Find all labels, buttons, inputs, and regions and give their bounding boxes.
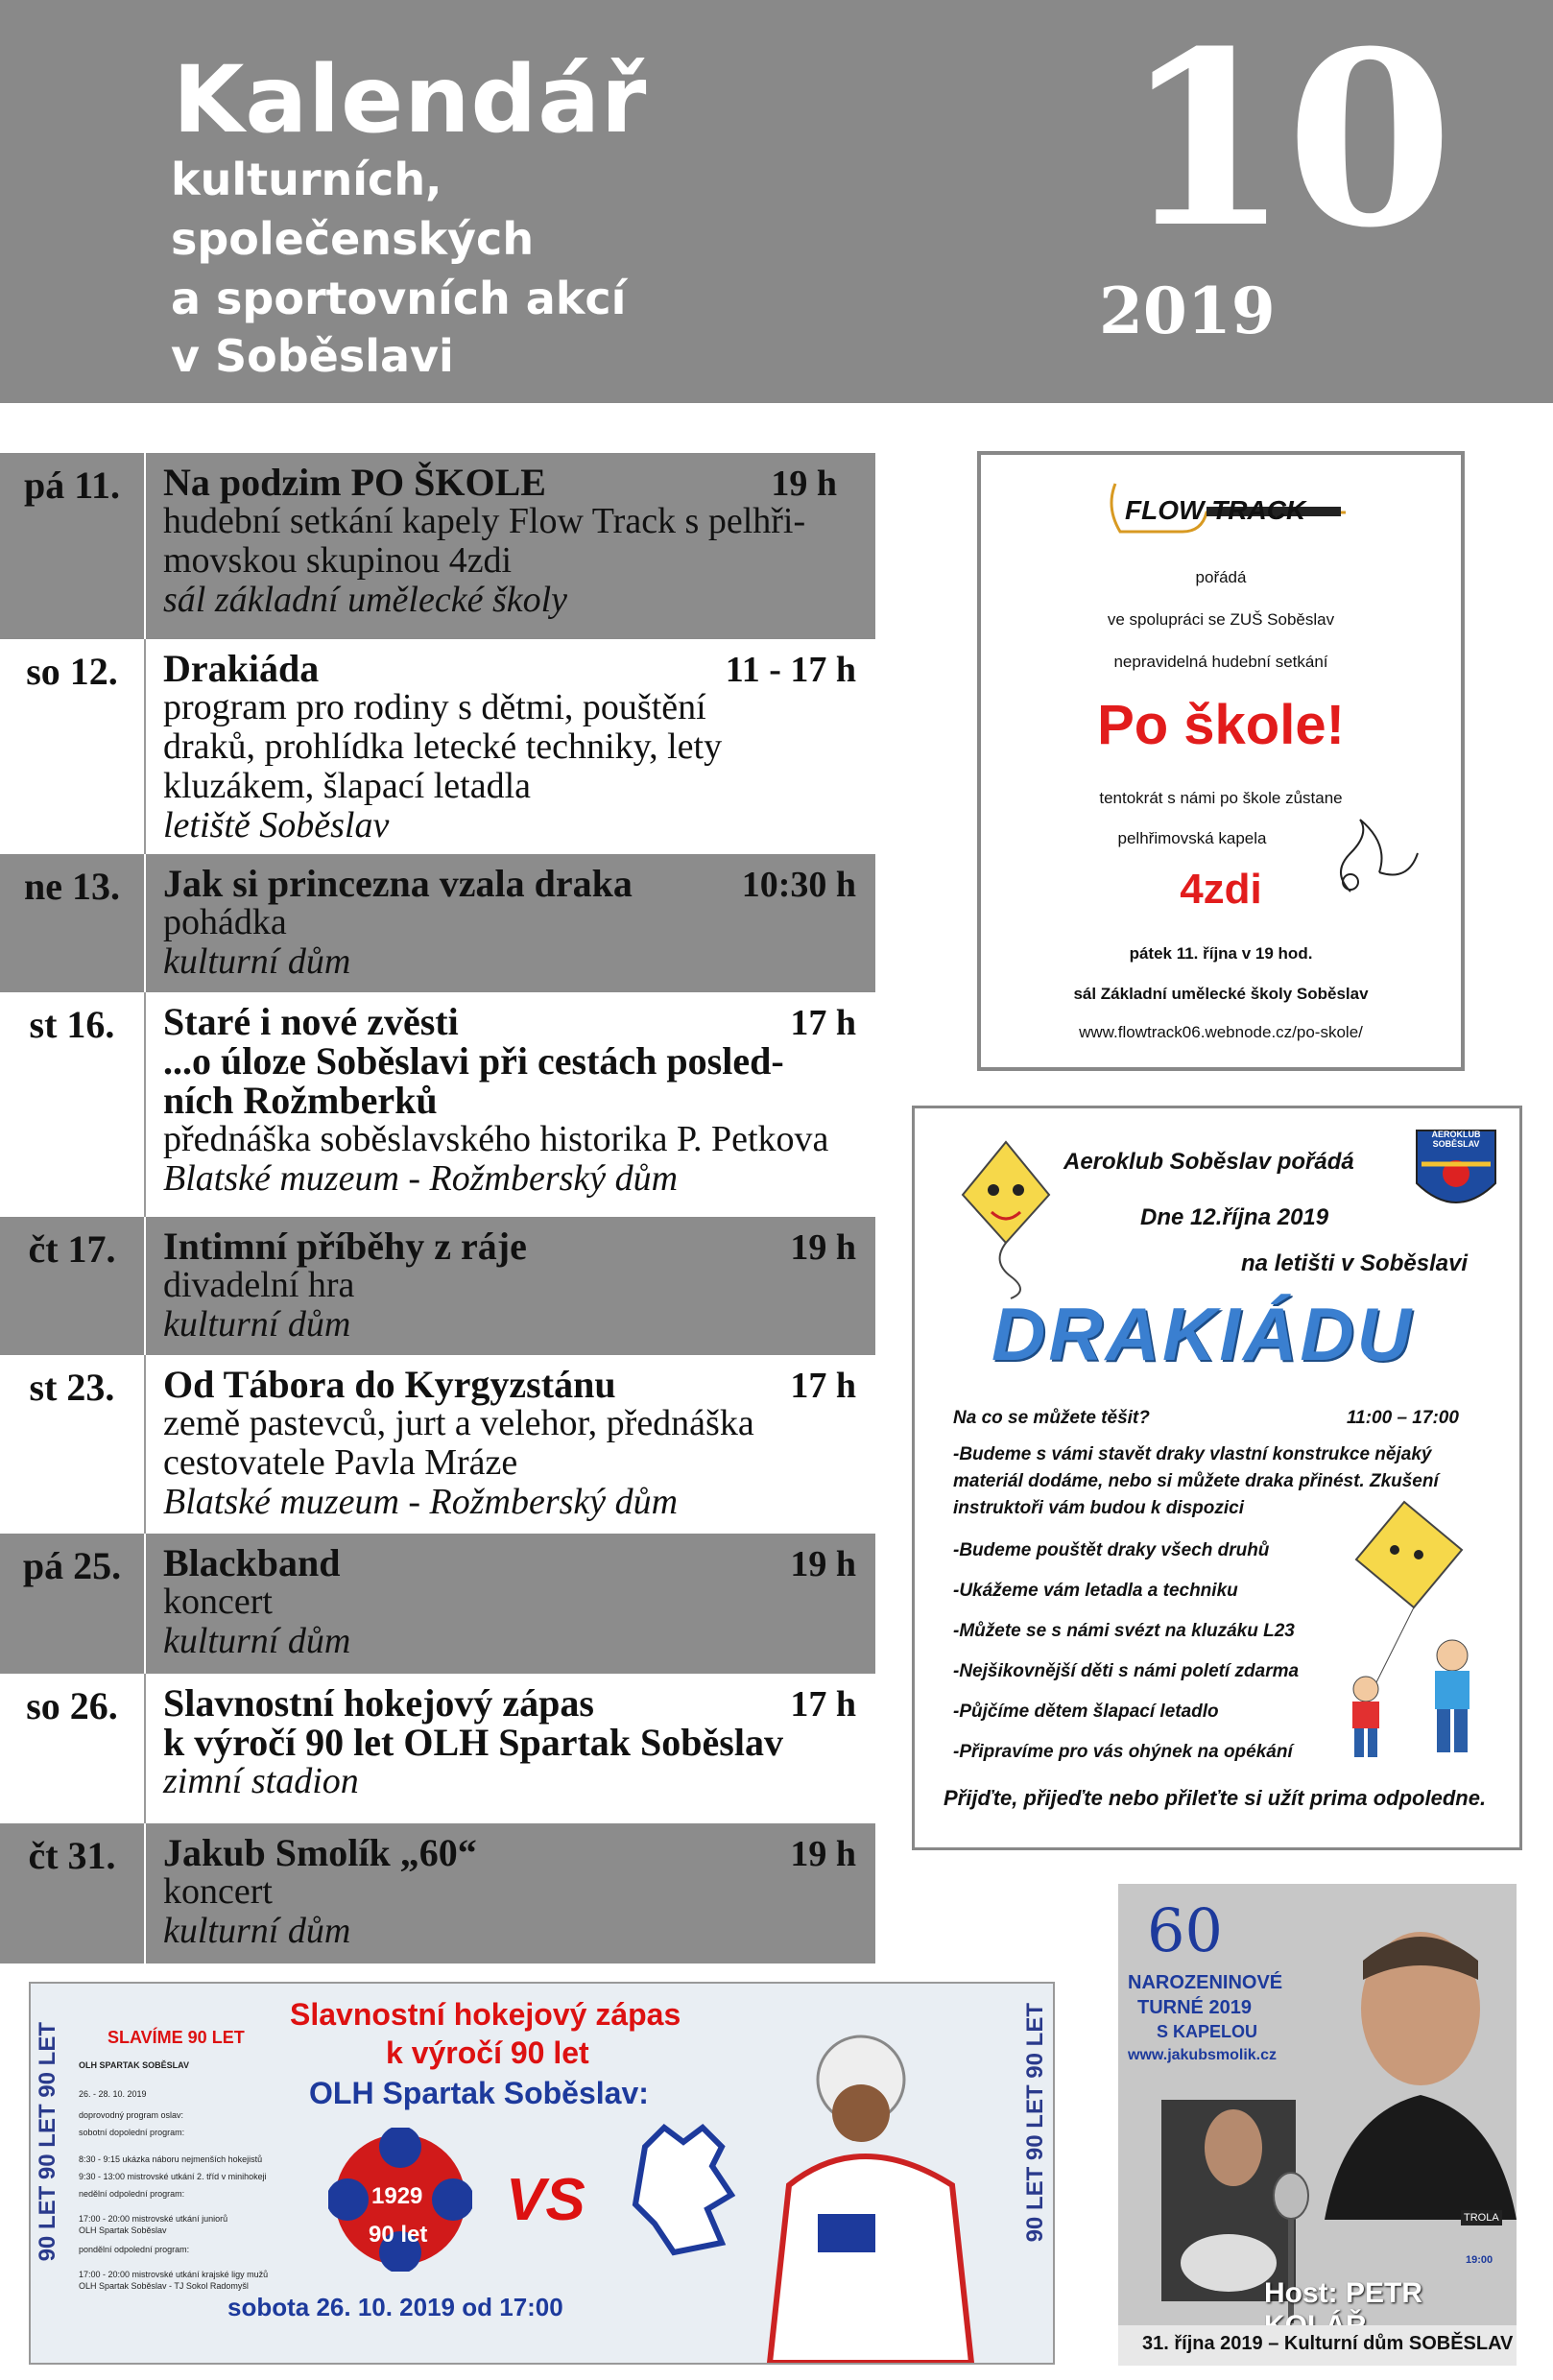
poster-date: pátek 11. října v 19 hod. [1129,944,1313,963]
event-place: Blatské muzeum - Rožmberský dům [163,1482,679,1522]
smolik-badge-time: 19:00 [1466,2254,1493,2266]
event-date: pá 25. [22,1544,122,1587]
banner-heading: Slavnostní hokejový zápas [290,1997,681,2032]
banner-club: OLH SPARTAK SOBĚSLAV [79,2060,190,2070]
smolik-line: NAROZENINOVÉ [1128,1972,1283,1993]
smolik-line: TURNÉ 2019 [1137,1997,1252,2018]
drakiada-item: -Budeme s vámi stavět draky vlastní konstrukce nějaký [953,1444,1432,1464]
drakiada-item: -Připravíme pro vás ohýnek na opékání [953,1742,1293,1762]
event-place: kulturní dům [163,1621,351,1661]
banner-program: 9:30 - 13:00 mistrovské utkání 2. tříd v minihokeji [79,2172,267,2181]
event-row [0,992,875,1217]
kite-icon [953,1137,1059,1300]
event-subtitle: ...o úloze Soběslavi při cestách posled- [163,1039,784,1083]
hockey-banner [29,1982,1055,2365]
banner-program: 17:00 - 20:00 mistrovské utkání krajské ligy mužů [79,2270,269,2279]
event-title: Jak si princezna vzala draka [163,862,633,905]
event-date: so 12. [26,650,118,693]
event-row [0,1355,875,1534]
trola-badge: TROLA [1461,2210,1502,2225]
flowtrack-poster [977,451,1465,1071]
event-title: Staré i nové zvěsti [163,1000,459,1043]
event-date: ne 13. [24,865,120,908]
row-divider [144,854,146,992]
event-time: 17 h [790,1684,856,1725]
event-time: 19 h [790,1834,856,1874]
drakiada-item: -Nejšikovnější děti s námi poletí zdarma [953,1661,1300,1681]
row-divider [144,1534,146,1674]
event-row [0,453,875,639]
banner-program: doprovodný program oslav: [79,2110,184,2120]
event-date: st 23. [29,1366,115,1409]
flowtrack-logo-text: FLOW TRACK [1125,495,1306,525]
event-place: kulturní dům [163,1911,351,1951]
drakiada-item: -Půjčíme dětem šlapací letadlo [953,1702,1219,1722]
drakiada-item: -Ukážeme vám letadla a techniku [953,1581,1238,1601]
drakiada-poster [912,1106,1522,1850]
event-row [0,1217,875,1355]
smolik-number: 60 [1147,1895,1223,1965]
event-title: Blackband [163,1541,341,1584]
event-date: pá 11. [23,464,121,507]
event-desc: draků, prohlídka letecké techniky, lety [163,726,723,767]
event-place: Blatské muzeum - Rožmberský dům [163,1158,679,1199]
subtitle-line-3: a sportovních akcí [171,273,627,324]
event-desc: přednáška soběslavského historika P. Petkova [163,1119,829,1159]
singer-photo-icon [1305,1903,1517,2220]
event-title: Od Tábora do Kyrgyzstánu [163,1363,616,1406]
event-title: Drakiáda [163,647,320,690]
banner-heading: k výročí 90 let [386,2035,589,2070]
event-title: Intimní příběhy z ráje [163,1225,527,1268]
event-title: Jakub Smolík „60“ [163,1831,477,1874]
event-row [0,1674,875,1823]
subtitle-line-2: společenských [171,213,535,265]
event-title: Na podzim PO ŠKOLE [163,461,546,504]
smolik-guest: Host: PETR [1264,2277,1422,2309]
event-date: čt 31. [28,1834,116,1877]
event-row [0,1823,875,1964]
event-desc: cestovatele Pavla Mráze [163,1442,518,1483]
event-date: so 26. [26,1684,118,1727]
row-divider [144,453,146,639]
drakiada-line2: Dne 12.října 2019 [1140,1204,1329,1230]
poster-venue: sál Základní umělecké školy Soběslav [1073,985,1369,1003]
event-desc: movskou skupinou 4zdi [163,540,513,581]
children-kite-icon [1299,1492,1500,1761]
row-divider [144,1823,146,1964]
banner-heading: OLH Spartak Soběslav: [309,2076,649,2110]
subtitle-line-4: v Soběslavi [171,330,454,382]
flowtrack-logo [1096,474,1355,541]
event-place: kulturní dům [163,1304,351,1345]
page-title: Kalendář [173,46,648,154]
banner-program: OLH Spartak Soběslav - TJ Sokol Radomyšl [79,2281,249,2291]
aeroklub-badge: AEROKLUB SOBĚSLAV [1431,1130,1481,1149]
event-desc: hudební setkání kapely Flow Track s pelhři- [163,501,806,541]
event-desc: koncert [163,1871,273,1912]
drakiada-item: materiál dodáme, nebo si můžete draka přinést. Zkušení [953,1471,1439,1491]
event-row [0,1534,875,1674]
event-time: 10:30 h [741,865,856,905]
event-desc: kluzákem, šlapací letadla [163,766,531,806]
event-desc: země pastevců, jurt a velehor, přednáška [163,1403,754,1443]
smolik-footer: 31. října 2019 – Kulturní dům SOBĚSLAV [1142,2333,1514,2354]
event-place: sál základní umělecké školy [163,580,568,620]
year-label: 2019 [1099,274,1276,348]
banner-program: sobotní dopolední program: [79,2128,185,2137]
banner-side-text: 90 LET 90 LET 90 LET [35,2022,60,2262]
event-row [0,639,875,854]
poster-text: pořádá [1195,568,1247,586]
poster-headline: Po škole! [1097,694,1345,756]
row-divider [144,992,146,1217]
event-place: letiště Soběslav [163,805,390,845]
row-divider [144,639,146,854]
banner-program: nedělní odpolední program: [79,2189,185,2199]
hockey-player-icon [760,2022,1000,2363]
event-desc: program pro rodiny s dětmi, pouštění [163,687,706,727]
banner-side-text: 90 LET 90 LET 90 LET [1022,2003,1048,2243]
smolik-url[interactable]: www.jakubsmolik.cz [1128,2047,1278,2063]
drakiada-item: instruktoři vám budou k dispozici [953,1498,1244,1518]
event-time: 11 - 17 h [725,650,856,690]
event-time: 17 h [790,1366,856,1406]
event-desc: pohádka [163,902,287,942]
drakiada-item: -Můžete se s námi svézt na kluzáku L23 [953,1621,1295,1641]
poster-text: ve spolupráci se ZUŠ Soběslav [1107,610,1335,629]
drakiada-time: 11:00 – 17:00 [1347,1408,1459,1428]
poster-url[interactable]: www.flowtrack06.webnode.cz/po-skole/ [1079,1023,1363,1041]
event-date: st 16. [29,1003,115,1046]
event-time: 19 h [790,1227,856,1268]
banner-date: sobota 26. 10. 2019 od 17:00 [227,2293,563,2321]
event-subtitle: k výročí 90 let OLH Spartak Soběslav [163,1721,783,1764]
poster-text: nepravidelná hudební setkání [1113,653,1328,671]
event-time: 17 h [790,1003,856,1043]
spartak-logo-text: 90 let [369,2222,428,2248]
event-row [0,854,875,992]
poster-text: tentokrát s námi po škole zůstane [1099,789,1343,807]
month-number: 10 [1123,0,1449,280]
drakiada-footer: Přijďte, přijeďte nebo přileťte si užít prima odpoledne. [944,1786,1487,1810]
banner-program: OLH Spartak Soběslav [79,2225,167,2235]
smolik-poster [1118,1884,1517,2366]
event-desc: koncert [163,1582,273,1622]
event-time: 19 h [790,1544,856,1584]
subtitle-line-1: kulturních, [171,154,442,205]
drakiada-line3: na letišti v Soběslavi [1241,1250,1469,1276]
drakiada-item: -Budeme pouštět draky všech druhů [953,1540,1270,1560]
event-subtitle: ních Rožmberků [163,1079,438,1122]
drakiada-question: Na co se můžete těšit? [953,1408,1150,1428]
banner-vs: VS [506,2167,585,2233]
event-desc: divadelní hra [163,1265,355,1305]
banner-dates: 26. - 28. 10. 2019 [79,2089,147,2099]
music-note-icon [1322,815,1427,901]
poster-band: 4zdi [1180,866,1262,913]
banner-program: pondělní odpolední program: [79,2245,190,2254]
event-title: Slavnostní hokejový zápas [163,1681,594,1725]
spartak-logo-year: 1929 [371,2183,423,2209]
event-time: 19 h [771,464,837,504]
drakiada-line1: Aeroklub Soběslav pořádá [1063,1149,1354,1175]
drakiada-title: DRAKIÁDU [992,1292,1414,1376]
row-divider [144,1355,146,1534]
row-divider [144,1674,146,1823]
banner-program: 8:30 - 9:15 ukázka náboru nejmenších hokejistů [79,2154,263,2164]
banner-slavime: SLAVÍME 90 LET [108,2028,245,2047]
smolik-line: S KAPELOU [1157,2022,1258,2041]
lion-logo-icon [616,2118,751,2262]
poster-text: pelhřimovská kapela [1117,829,1267,847]
banner-program: 17:00 - 20:00 mistrovské utkání juniorů [79,2214,228,2224]
event-date: čt 17. [28,1227,116,1271]
event-place: zimní stadion [163,1761,359,1801]
event-place: kulturní dům [163,941,351,982]
row-divider [144,1217,146,1355]
